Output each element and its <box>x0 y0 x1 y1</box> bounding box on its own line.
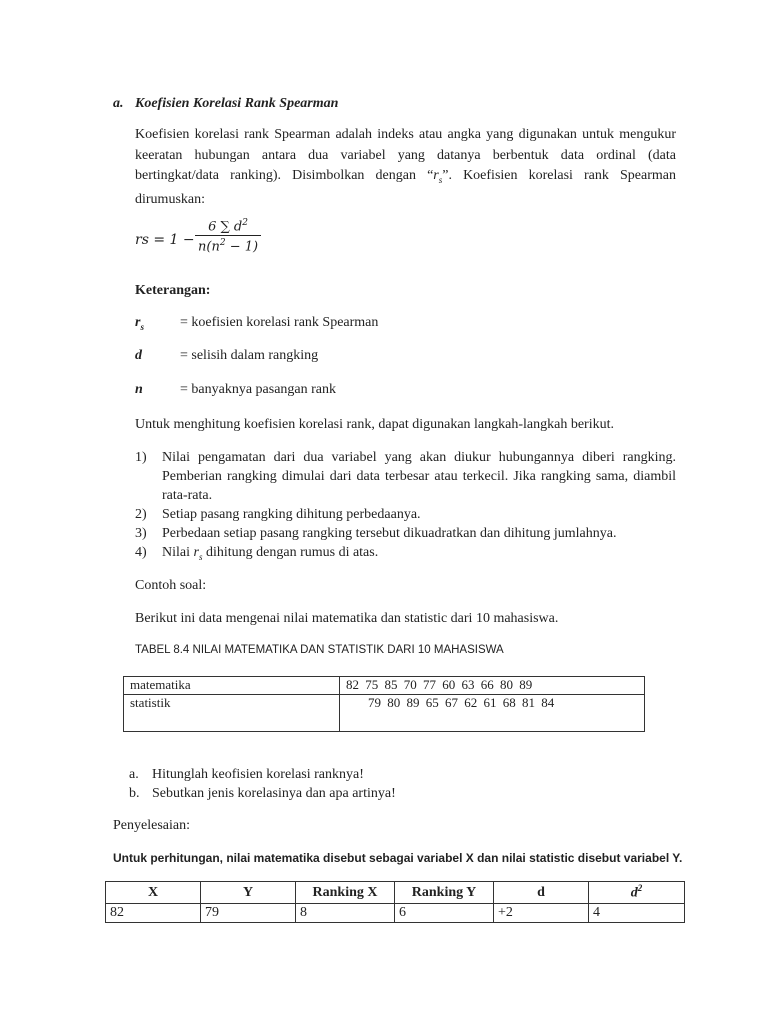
calculation-note: Untuk perhitungan, nilai matematika disebut sebagai variabel X dan nilai statistic disebut variabel Y. <box>113 851 683 865</box>
definition-symbol: n <box>135 382 143 397</box>
intro-symbol-sub: s <box>438 174 443 185</box>
cell-d-squared: 4 <box>589 904 685 923</box>
section-heading <box>113 96 338 112</box>
row-values: 79 80 89 65 67 62 61 68 81 84 <box>340 695 645 732</box>
formula-fraction <box>195 218 261 255</box>
example-intro: Berikut ini data mengenai nilai matematika dan statistic dari 10 mahasiswa. <box>135 611 559 626</box>
header-x: X <box>106 882 201 904</box>
definition-text: = banyaknya pasangan rank <box>180 382 337 397</box>
row-label: matematika <box>124 677 340 695</box>
formula-numerator: 6 ∑ $d^2$ <box>208 218 248 235</box>
question-item: a. Hitunglah keofisien korelasi ranknya! <box>129 767 364 782</box>
section-label: a. <box>113 96 124 111</box>
row-label: statistik <box>124 695 340 732</box>
intro-text-2: ”. Koefisien korelasi rank Spearman dirumuskan: <box>135 168 676 208</box>
table-header-row <box>106 882 685 904</box>
table-row <box>124 677 645 695</box>
definition-symbol: d <box>135 348 142 363</box>
step-item: 4) Nilai $r_s$ dihitung dengan rumus di atas. <box>135 545 379 562</box>
formula-denominator: $n(n^2 - 1)$ <box>198 238 259 255</box>
cell-y: 79 <box>201 904 296 923</box>
header-d-squared: $d^2$ <box>589 882 685 904</box>
penyelesaian-label: Penyelesaian: <box>113 818 190 833</box>
definition-symbol: $r_s$ <box>135 315 144 332</box>
intro-paragraph <box>135 125 676 211</box>
step-item: 3) Perbedaan setiap pasang rangking tersebut dikuadratkan dan dihitung jumlahnya. <box>135 526 617 541</box>
cell-ranking-x: 8 <box>296 904 395 923</box>
cell-x: 82 <box>106 904 201 923</box>
header-ranking-x: Ranking X <box>296 882 395 904</box>
table-caption: TABEL 8.4 NILAI MATEMATIKA DAN STATISTIK DARI 10 MAHASISWA <box>135 644 504 656</box>
header-ranking-y: Ranking Y <box>395 882 494 904</box>
contoh-label: Contoh soal: <box>135 578 207 593</box>
steps-list <box>135 448 676 567</box>
questions-list <box>129 765 396 803</box>
fraction-bar <box>195 235 261 236</box>
intro-symbol: r <box>433 168 439 183</box>
cell-ranking-y: 6 <box>395 904 494 923</box>
table-row <box>124 695 645 732</box>
header-d: d <box>494 882 589 904</box>
step-item: 2) Setiap pasang rangking dihitung perbedaanya. <box>135 507 421 522</box>
section-title: Koefisien Korelasi Rank Spearman <box>135 96 339 111</box>
intro-text-1: Koefisien korelasi rank Spearman adalah indeks atau angka yang digunakan untuk mengukur keeratan hubungan antara dua variabel yang datanya berbentuk data ordinal (data bertingkat/data ranking). Disimbolkan dengan “ <box>135 127 676 183</box>
table-row <box>106 904 685 923</box>
steps-intro: Untuk menghitung koefisien korelasi rank, dapat digunakan langkah-langkah berikut. <box>135 417 614 432</box>
keterangan-title: Keterangan: <box>135 283 211 298</box>
formula-lhs: rs = 1 − <box>135 232 195 248</box>
cell-d: +2 <box>494 904 589 923</box>
question-item: b. Sebutkan jenis korelasinya dan apa artinya! <box>129 786 396 801</box>
header-y: Y <box>201 882 296 904</box>
row-values: 82 75 85 70 77 60 63 66 80 89 <box>340 677 645 695</box>
data-table <box>123 676 645 732</box>
definition-text: = koefisien korelasi rank Spearman <box>180 315 379 330</box>
rank-table <box>105 881 685 923</box>
step-item: 1) Nilai pengamatan dari dua variabel yang akan diukur hubungannya diberi rangking. Pemberian rangking dimulai dari data terbesar atau terkecil. Jika rangking sama, diambil rata-rata. <box>135 450 676 503</box>
definition-text: = selisih dalam rangking <box>180 348 319 363</box>
